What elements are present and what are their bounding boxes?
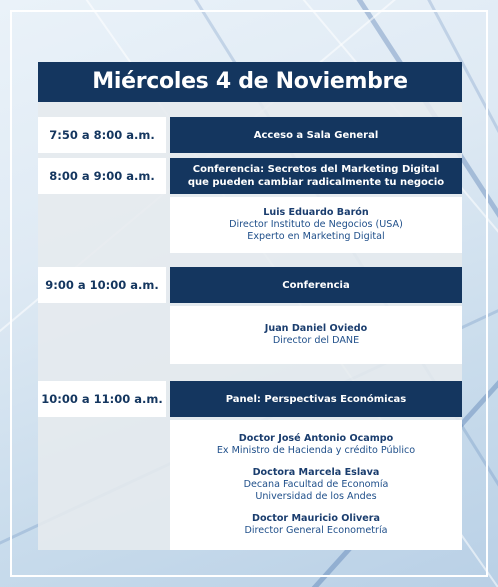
session-event (170, 158, 462, 194)
session-time: 8:00 a 9:00 a.m. (38, 158, 166, 194)
session-time: 7:50 a 8:00 a.m. (38, 117, 166, 153)
speaker-role: Director General Econometría (244, 525, 388, 536)
session-event (170, 267, 462, 303)
speaker (244, 467, 389, 503)
speaker-name: Luis Eduardo Barón (263, 207, 369, 218)
speaker-role: Director del DANE (272, 335, 360, 346)
speaker-role: Universidad de los Andes (255, 491, 377, 502)
event-line: Acceso a Sala General (253, 129, 379, 141)
event-line: Conferencia: Secretos del Marketing Digital (192, 164, 440, 175)
speaker-role: Decana Facultad de Economía (243, 479, 389, 490)
session-event (170, 117, 462, 153)
speaker-name: Doctor Mauricio Olivera (252, 513, 380, 524)
speaker (217, 433, 415, 457)
session-time: 10:00 a 11:00 a.m. (38, 381, 166, 417)
speaker-name: Doctor José Antonio Ocampo (238, 433, 394, 444)
speaker-name: Doctora Marcela Eslava (252, 467, 380, 478)
event-line: Panel: Perspectivas Económicas (225, 393, 407, 405)
session-event (170, 381, 462, 417)
session-time: 9:00 a 10:00 a.m. (38, 267, 166, 303)
page-title: Miércoles 4 de Noviembre (38, 62, 462, 102)
speaker-role: Director Instituto de Negocios (USA) (229, 219, 403, 230)
speaker (244, 513, 387, 537)
speaker-role: Ex Ministro de Hacienda y crédito Público (216, 445, 416, 456)
event-line: Conferencia (282, 279, 350, 291)
speaker-role: Experto en Marketing Digital (247, 231, 385, 242)
event-line: que pueden cambiar radicalmente tu negocio (187, 177, 445, 188)
speaker-block (170, 306, 462, 364)
speaker-block (170, 420, 462, 550)
speaker (265, 323, 367, 347)
speaker-name: Juan Daniel Oviedo (264, 323, 368, 334)
speaker (229, 207, 403, 243)
speaker-block (170, 197, 462, 253)
